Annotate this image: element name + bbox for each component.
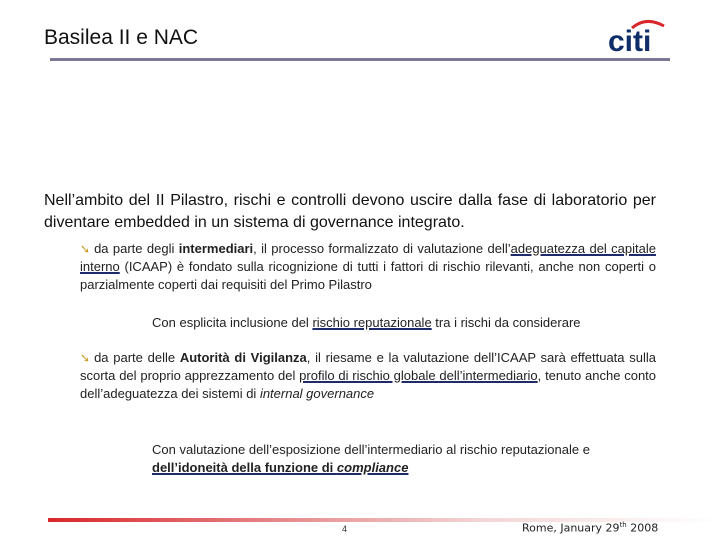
header-divider [50,58,670,61]
intro-paragraph: Nell’ambito del II Pilastro, rischi e controlli devono uscire dalla fase di laboratorio per diventare embedded in un sistema di governance integrato. [44,192,656,231]
slide-title: Basilea II e NAC [44,26,199,49]
citi-logo [606,14,676,54]
bullet-vigilanza: ➘ da parte delle Autorità di Vigilanza, il riesame e la valutazione dell’ICAAP sarà effettuata sulla scorta del proprio apprezzamento del profilo di rischio globale dell’intermediario, tenuto anche conto dell’adeguatezza dei sistemi di internal governance [80,350,657,401]
sub-point-compliance: Con valutazione dell’esposizione dell’intermediario al rischio reputazionale e dell’idoneità della funzione di compliance [152,442,590,475]
footer-date: Rome, January 29th 2008 [522,521,659,535]
logo-text: citi [608,25,652,54]
sub-point-reputazionale: Con esplicita inclusione del rischio reputazionale tra i rischi da considerare [152,315,581,330]
arrow-bullet-icon: ➘ [80,242,91,256]
page-number: 4 [342,524,348,534]
bullet-intermediari: ➘ da parte degli intermediari, il processo formalizzato di valutazione dell’adeguatezza del capitale interno (ICAAP) è fondato sulla ricognizione di tutti i fattori di rischio rilevanti, anche non coperti o parzialmente coperti dai requisiti del Primo Pilastro [80,241,656,292]
arrow-bullet-icon: ➘ [80,351,91,365]
